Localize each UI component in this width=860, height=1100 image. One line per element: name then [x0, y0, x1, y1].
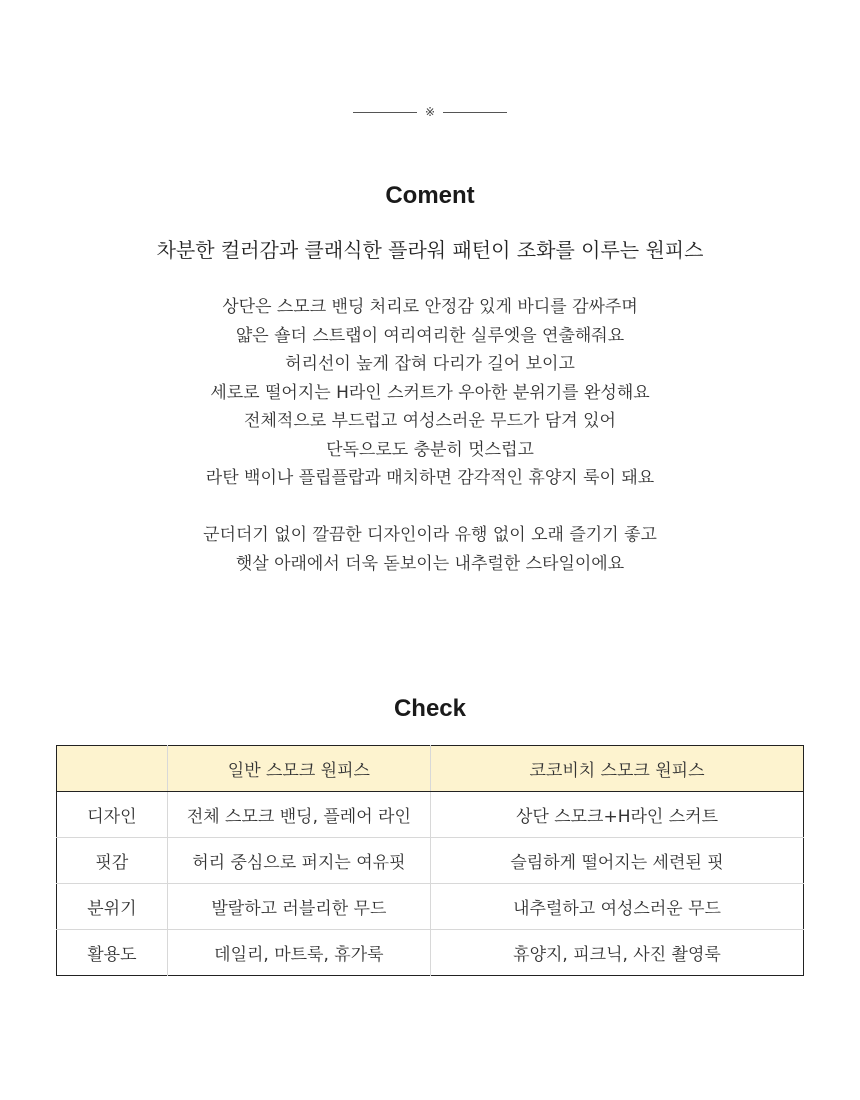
- table-row: [57, 930, 804, 976]
- divider-line-left: [353, 112, 417, 113]
- cell-cocobeach: 휴양지, 피크닉, 사진 촬영룩: [431, 930, 804, 976]
- coment-line: 라탄 백이나 플립플랍과 매치하면 감각적인 휴양지 룩이 돼요: [205, 468, 655, 488]
- coment-line: 전체적으로 부드럽고 여성스러운 무드가 담겨 있어: [244, 411, 616, 431]
- header-cell-blank: [57, 746, 168, 792]
- section-divider: [0, 100, 860, 124]
- coment-line: 단독으로도 충분히 멋스럽고: [326, 439, 534, 460]
- coment-line: 얇은 숄더 스트랩이 여리여리한 실루엣을 연출해줘요: [235, 325, 625, 346]
- coment-line: 상단은 스모크 밴딩 처리로 안정감 있게 바디를 감싸주며: [222, 297, 638, 317]
- coment-paragraph-1: [0, 293, 860, 493]
- cell-regular: 데일리, 마트룩, 휴가룩: [167, 930, 430, 976]
- coment-headline: 차분한 컬러감과 클래식한 플라워 패턴이 조화를 이루는 원피스: [156, 238, 704, 262]
- coment-title: Coment: [385, 182, 475, 209]
- cell-cocobeach: 슬림하게 떨어지는 세련된 핏: [431, 838, 804, 884]
- table-header-row: [57, 746, 804, 792]
- cell-regular: 허리 중심으로 퍼지는 여유핏: [167, 838, 430, 884]
- row-label: 핏감: [57, 838, 168, 884]
- coment-line: 허리선이 높게 잡혀 다리가 길어 보이고: [285, 354, 575, 374]
- coment-line: 군더더기 없이 깔끔한 디자인이라 유행 없이 오래 즐기기 좋고: [203, 525, 657, 545]
- row-label: 디자인: [57, 792, 168, 838]
- header-cell-cocobeach: 코코비치 스모크 원피스: [431, 746, 804, 792]
- coment-line: 세로로 떨어지는 H라인 스커트가 우아한 분위기를 완성해요: [210, 382, 650, 403]
- cell-cocobeach: 내추럴하고 여성스러운 무드: [431, 884, 804, 930]
- table-row: [57, 838, 804, 884]
- cell-regular: 발랄하고 러블리한 무드: [167, 884, 430, 930]
- header-cell-regular: 일반 스모크 원피스: [167, 746, 430, 792]
- coment-line: 햇살 아래에서 더욱 돋보이는 내추럴한 스타일이에요: [235, 553, 625, 574]
- check-title: Check: [393, 695, 467, 722]
- row-label: 활용도: [57, 930, 168, 976]
- coment-paragraph-2: [0, 521, 860, 578]
- reference-mark-icon: ※: [424, 105, 436, 119]
- cell-cocobeach: 상단 스모크+H라인 스커트: [431, 792, 804, 838]
- cell-regular: 전체 스모크 밴딩, 플레어 라인: [167, 792, 430, 838]
- divider-line-right: [443, 112, 507, 113]
- comparison-table: [56, 745, 804, 976]
- table-row: [57, 792, 804, 838]
- row-label: 분위기: [57, 884, 168, 930]
- table-row: [57, 884, 804, 930]
